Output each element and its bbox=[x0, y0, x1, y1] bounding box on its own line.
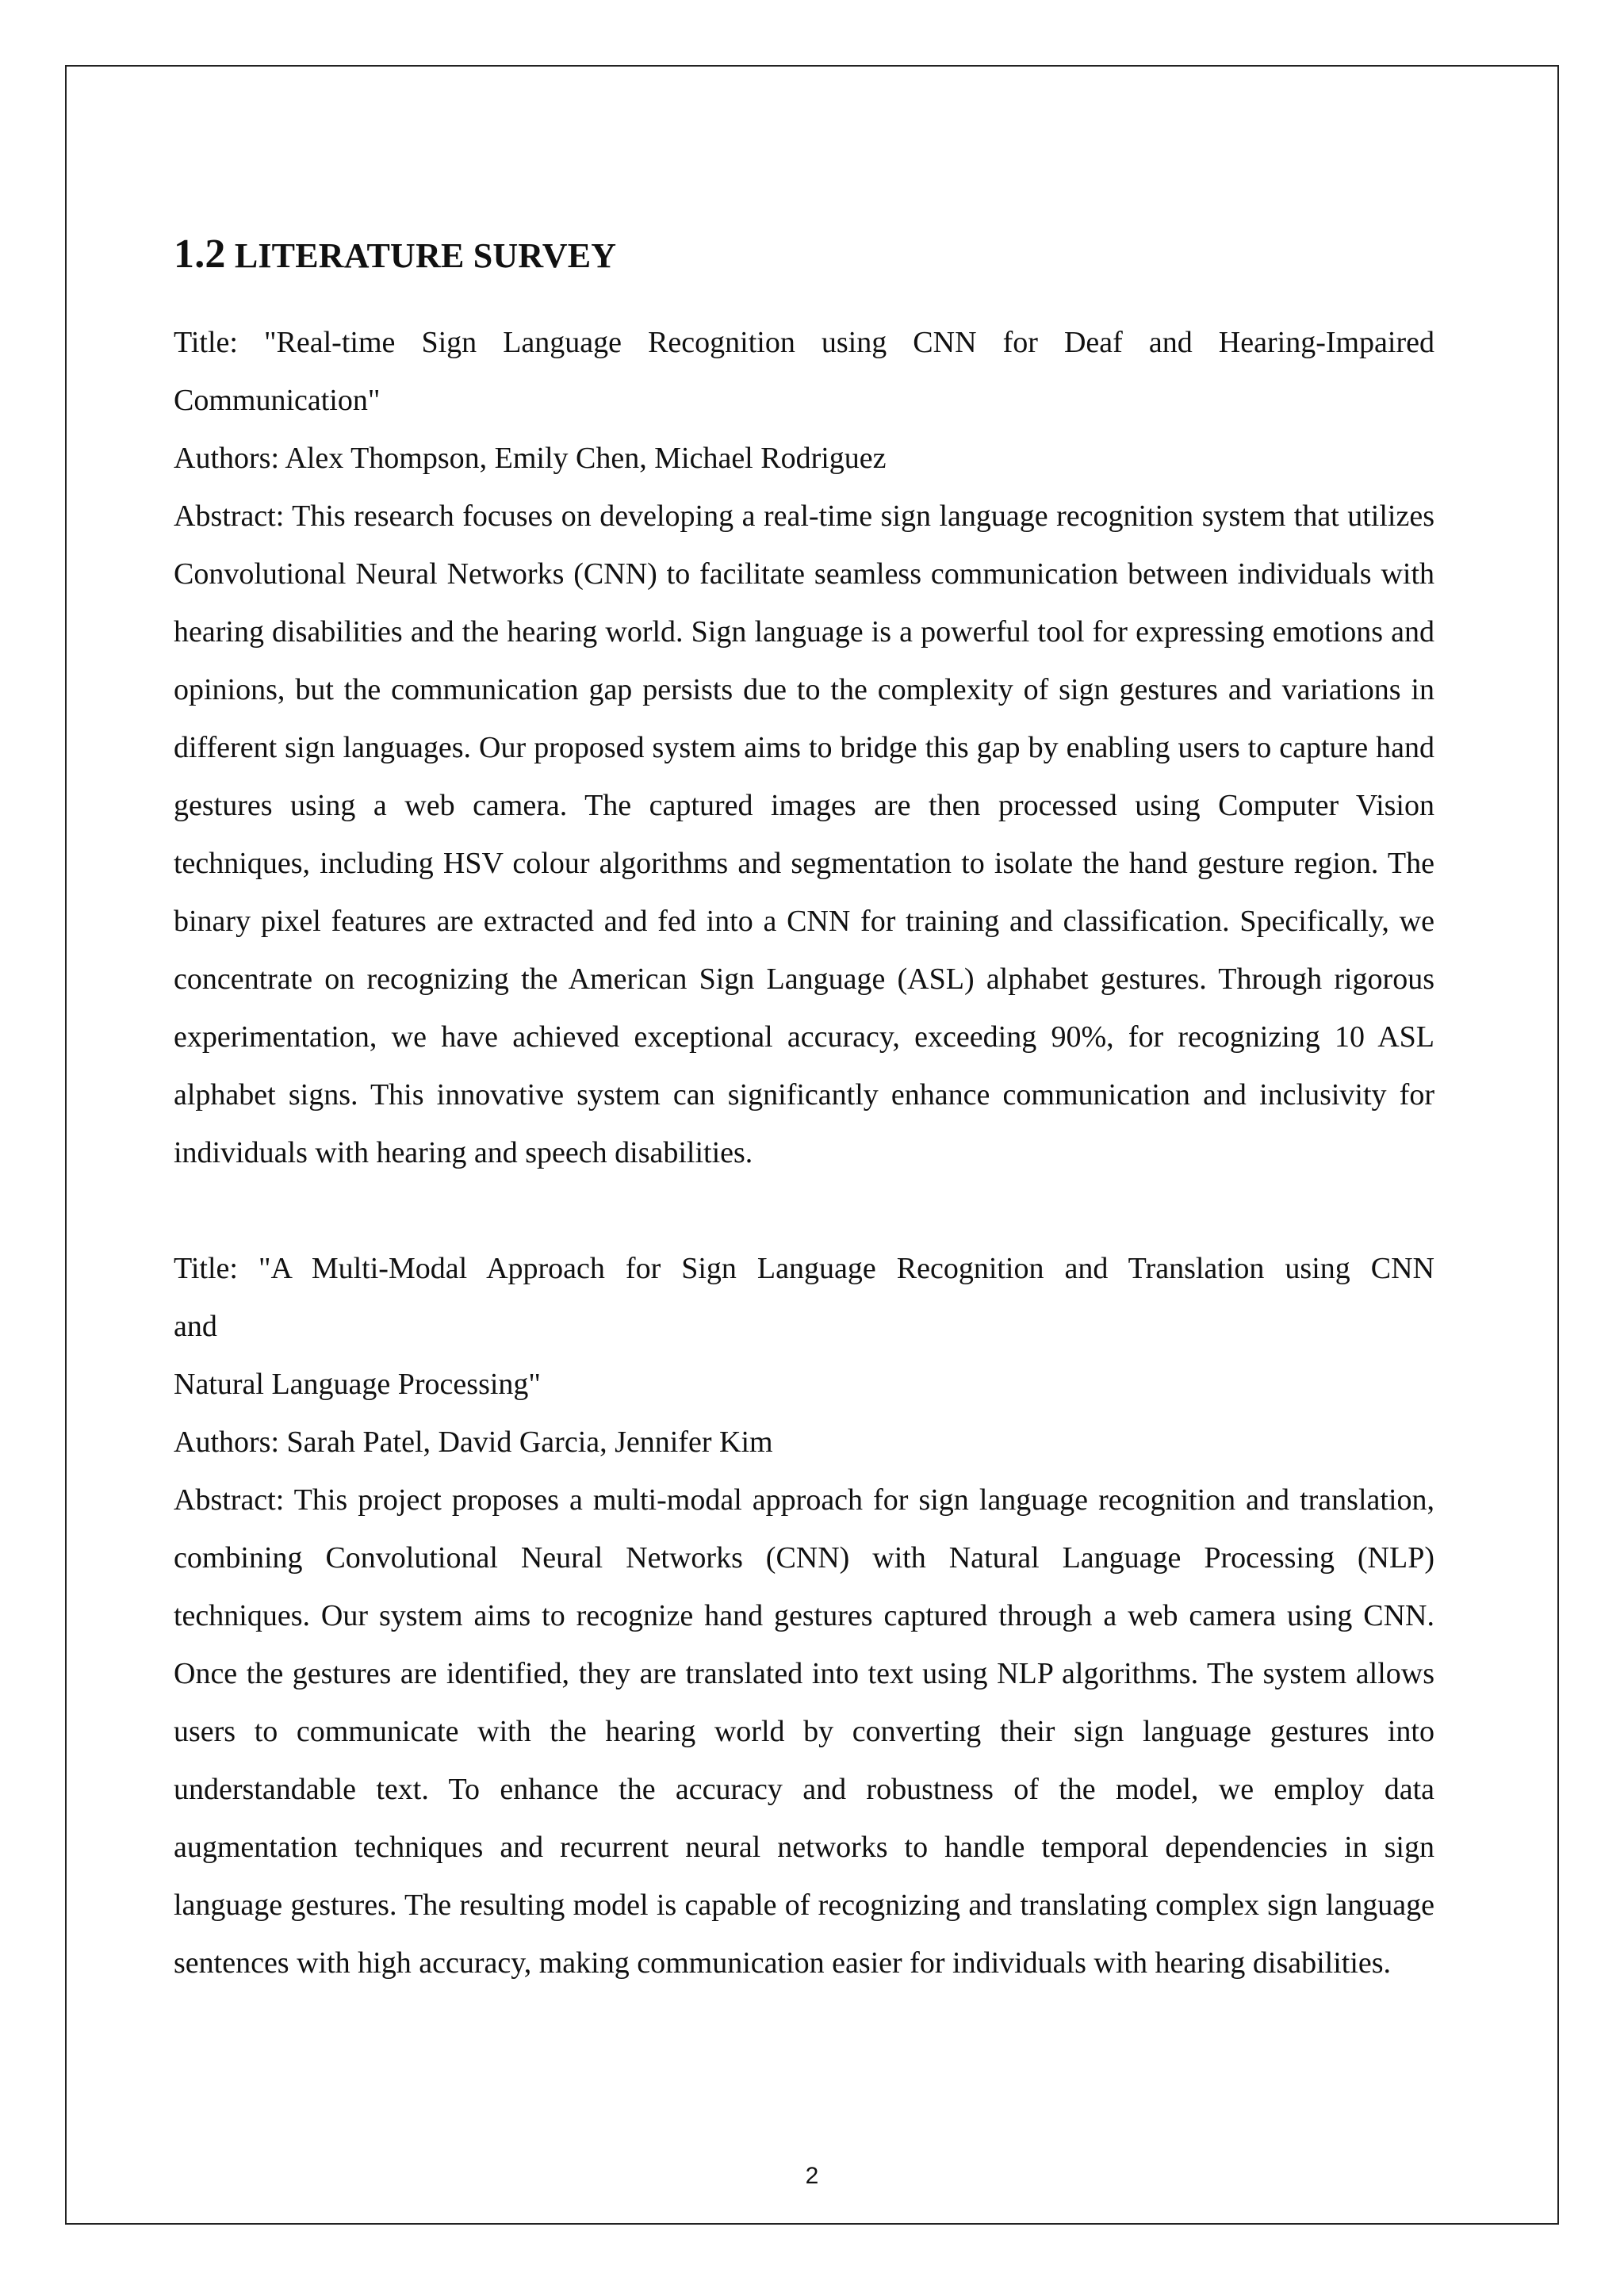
section-title: LITERATURE SURVEY bbox=[234, 236, 617, 275]
entry-title-line: Natural Language Processing" bbox=[174, 1368, 541, 1402]
literature-entry-1 bbox=[174, 314, 1434, 1182]
entry-title-line: Title: "A Multi-Modal Approach for Sign Language Recognition and Translation using CNN bbox=[174, 1252, 1434, 1286]
entry-authors: Authors: Sarah Patel, David Garcia, Jennifer Kim bbox=[174, 1425, 773, 1460]
page-number: 2 bbox=[805, 2163, 819, 2189]
entry-abstract: Abstract: This research focuses on developing a real-time sign language recognition system that utilizes Convolutional Neural Networks (CNN) to facilitate seamless communication between individuals with hearing disabilities and the hearing world. Sign language is a powerful tool for expressing emotions and opinions, but the communication gap persists due to the complexity of sign gestures and variations in different sign languages. Our proposed system aims to bridge this gap by enabling users to capture hand gestures using a web camera. The captured images are then processed using Computer Vision techniques, including HSV colour algorithms and segmentation to isolate the hand gesture region. The binary pixel features are extracted and fed into a CNN for training and classification. Specifically, we concentrate on recognizing the American Sign Language (ASL) alphabet gestures. Through rigorous experimentation, we have achieved exceptional accuracy, exceeding 90%, for recognizing 10 ASL alphabet signs. This innovative system can significantly enhance communication and inclusivity for individuals with hearing and speech disabilities. bbox=[174, 499, 1434, 1170]
entry-title-line: and bbox=[174, 1310, 217, 1344]
section-heading bbox=[174, 230, 1434, 279]
entry-title-line: Title: "Real-time Sign Language Recognition using CNN for Deaf and Hearing-Impaired bbox=[174, 326, 1434, 360]
literature-entry-2 bbox=[174, 1240, 1434, 1992]
section-number: 1.2 bbox=[174, 232, 226, 277]
page-content bbox=[174, 230, 1434, 1992]
entry-authors: Authors: Alex Thompson, Emily Chen, Michael Rodriguez bbox=[174, 442, 887, 476]
entry-title-line: Communication" bbox=[174, 384, 381, 418]
entry-abstract: Abstract: This project proposes a multi-modal approach for sign language recognition and translation, combining Convolutional Neural Networks (CNN) with Natural Language Processing (NLP) techniques. Our system aims to recognize hand gestures captured through a web camera using CNN. Once the gestures are identified, they are translated into text using NLP algorithms. The system allows users to communicate with the hearing world by converting their sign language gestures into understandable text. To enhance the accuracy and robustness of the model, we employ data augmentation techniques and recurrent neural networks to handle temporal dependencies in sign language gestures. The resulting model is capable of recognizing and translating complex sign language sentences with high accuracy, making communication easier for individuals with hearing disabilities. bbox=[174, 1483, 1434, 1980]
entry-spacer bbox=[174, 1182, 1434, 1240]
